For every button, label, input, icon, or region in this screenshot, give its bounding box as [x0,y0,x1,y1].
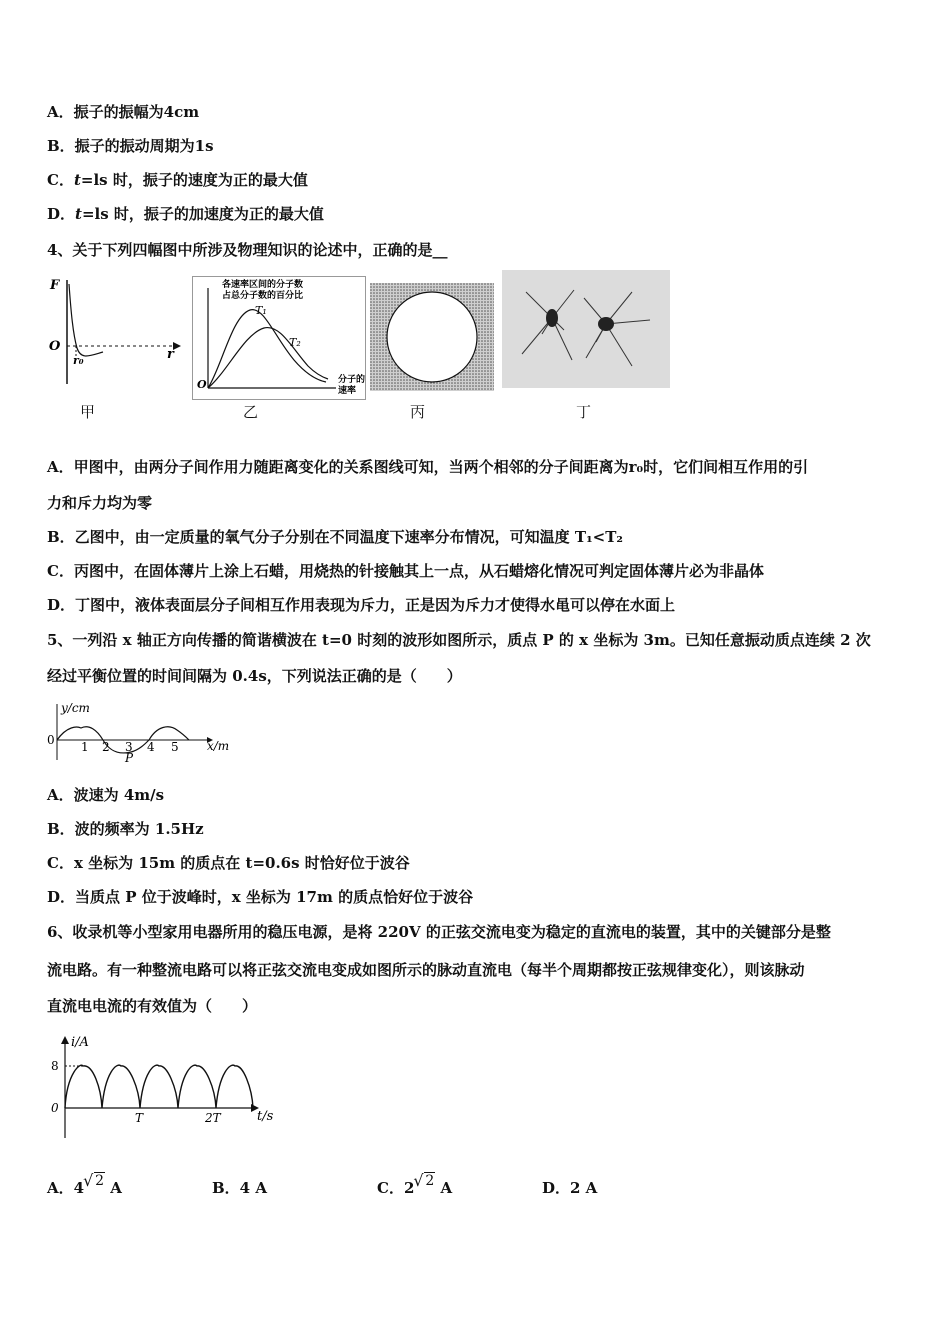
q6-current-graph [45,1032,285,1142]
q3-option-c-text: =ls 时，振子的速度为正的最大值 [80,171,308,189]
q4-option-d: D．丁图中，液体表面层分子间相互作用表现为斥力，正是因为斥力才使得水黾可以停在水面上 [47,596,676,614]
jia-F-label: F [50,278,60,293]
yi-title-line1: 各速率区间的分子数 [222,280,304,290]
q3-option-a: A．振子的振幅为4cm [47,103,200,121]
q5-wave-graph [45,700,235,764]
q6-option-a-sqrt: √ 2 [94,1172,105,1189]
q5-ylabel: y/cm [61,701,90,715]
q6-option-a-prefix: A．4 [47,1179,85,1197]
q3-option-c-prefix: C． [47,171,74,189]
caption-ding: 丁 [576,403,592,421]
q6-zero-label: 0 [51,1101,59,1115]
q5-stem-line2: 经过平衡位置的时间间隔为 0.4s，下列说法正确的是（ ） [47,667,462,685]
jia-x-arrow [173,342,181,350]
q6-stem-line1: 6、收录机等小型家用电器所用的稳压电源，是将 220V 的正弦交流电变为稳定的直流电的装置，其中的关键部分是整 [47,923,831,941]
q6-y-arrow [61,1036,69,1044]
figure-jia-force-graph [45,272,185,392]
q6-option-c [377,1173,453,1198]
q6-2T-label: 2T [205,1111,221,1125]
q3-option-d-text: =ls 时，振子的加速度为正的最大值 [81,205,324,223]
q6-option-a-unit: A [110,1179,122,1197]
q3-option-c [47,170,308,190]
q5-xlabel: x/m [207,739,230,753]
q3-option-d [47,204,324,224]
q6-option-b: B．4 A [212,1179,267,1197]
q5-option-c: C．x 坐标为 15m 的质点在 t=0.6s 时恰好位于波谷 [47,854,410,872]
q6-ylabel: i/A [71,1035,89,1050]
q5-tick-4: 4 [147,740,155,754]
q6-stem-line2: 流电路。有一种整流电路可以将正弦交流电变成如图所示的脉动直流电（每半个周期都按正弦规律变化），则该脉动 [47,961,805,979]
q6-xlabel: t/s [257,1109,274,1124]
q5-tick-5: 5 [171,740,179,754]
yi-xlabel-line2: 速率 [338,386,357,396]
q4-option-b: B．乙图中，由一定质量的氧气分子分别在不同温度下速率分布情况，可知温度 T₁<T₂ [47,528,623,546]
q5-stem-line1: 5、一列沿 x 轴正方向传播的简谐横波在 t=0 时刻的波形如图所示，质点 P 的 x 坐标为 3m。已知任意振动质点连续 2 次 [47,631,871,649]
q6-option-c-unit: A [440,1179,453,1197]
q6-rectified-sine [65,1065,253,1108]
q4-option-a-line1: A．甲图中，由两分子间作用力随距离变化的关系图线可知，当两个相邻的分子间距离为r₀时，它们间相互作用的引 [47,458,809,476]
q3-option-d-t: t [75,205,82,223]
q5-tick-3: 3 [125,740,133,754]
q6-option-c-sqrt: √ 2 [424,1172,435,1189]
q6-option-a [47,1173,122,1198]
q3-option-c-t: t [73,171,81,189]
caption-yi: 乙 [243,403,259,421]
q3-option-d-prefix: D． [47,205,76,223]
yi-xlabel-line1: 分子的 [338,375,366,385]
figure-bing-wax-plate [370,283,494,391]
ding-water-surface [502,270,670,388]
caption-jia: 甲 [80,403,96,421]
figure-yi-speed-distribution [192,276,366,400]
jia-r0-label: r₀ [73,354,84,367]
q5-tick-2: 2 [102,740,110,754]
q5-option-b: B．波的频率为 1.5Hz [47,820,204,838]
q6-option-d: D．2 A [542,1179,598,1197]
yi-O-label: O [197,378,207,391]
q3-option-b: B．振子的振动周期为1s [47,137,214,155]
q6-option-c-prefix: C．2 [377,1179,415,1197]
q5-option-a: A．波速为 4m/s [47,786,165,804]
q5-option-d: D．当质点 P 位于波峰时，x 坐标为 17m 的质点恰好位于波谷 [47,888,474,906]
yi-T2-label: T₂ [289,336,301,349]
ding-strider-right-body [598,317,614,331]
q5-tick-1: 1 [81,740,89,754]
q6-stem-line3: 直流电电流的有效值为（ ） [47,997,258,1015]
caption-bing: 丙 [410,403,426,421]
q4-option-a-line2: 力和斥力均为零 [47,494,153,512]
ding-strider-left-body [546,309,558,327]
jia-force-curve [69,284,103,356]
bing-melted-circle [387,292,477,382]
yi-title-line2: 占总分子数的百分比 [222,291,304,301]
q4-option-c: C．丙图中，在固体薄片上涂上石蜡，用烧热的针接触其上一点，从石蜡熔化情况可判定固体薄片必为非晶体 [47,562,764,580]
figure-ding-water-striders [502,270,670,388]
q5-P-label: P [125,751,134,764]
q6-peak-label: 8 [51,1059,59,1073]
q4-stem: 4、关于下列四幅图中所涉及物理知识的论述中，正确的是__ [47,241,448,259]
jia-O-label: O [49,339,61,354]
q5-zero-label: 0 [47,733,55,747]
q6-T-label: T [135,1111,144,1125]
yi-T1-label: T₁ [255,304,267,317]
jia-r-label: r [167,347,174,362]
